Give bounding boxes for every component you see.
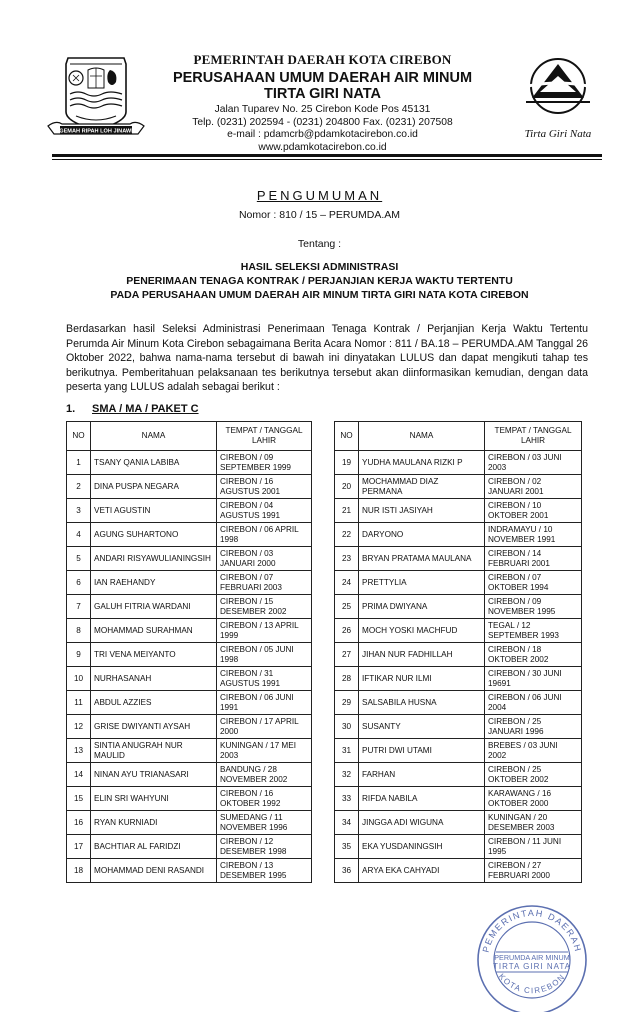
results-table-left — [66, 421, 312, 883]
row-birth: CIREBON / 17 APRIL 2000 — [217, 715, 312, 739]
row-number: 36 — [335, 859, 359, 883]
table-row — [67, 451, 312, 475]
row-number: 4 — [67, 523, 91, 547]
row-birth: CIREBON / 16 OKTOBER 1992 — [217, 787, 312, 811]
row-number: 14 — [67, 763, 91, 787]
row-birth: CIREBON / 25 JANUARI 1996 — [485, 715, 582, 739]
table-row — [67, 859, 312, 883]
table-row — [335, 643, 582, 667]
row-name: GALUH FITRIA WARDANI — [91, 595, 217, 619]
announcement-heading-1: HASIL SELEKSI ADMINISTRASI — [240, 261, 399, 273]
table-row — [67, 499, 312, 523]
row-number: 31 — [335, 739, 359, 763]
row-name: PUTRI DWI UTAMI — [359, 739, 485, 763]
header-ttl: TEMPAT / TANGGAL LAHIR — [217, 422, 312, 451]
table-row — [335, 811, 582, 835]
row-number: 16 — [67, 811, 91, 835]
header-ttl: TEMPAT / TANGGAL LAHIR — [485, 422, 582, 451]
table-row — [335, 619, 582, 643]
row-number: 5 — [67, 547, 91, 571]
announcement-heading-2: PENERIMAAN TENAGA KONTRAK / PERJANJIAN KERJA WAKTU TERTENTU — [126, 275, 513, 287]
company-name-line2: TIRTA GIRI NATA — [263, 86, 382, 102]
row-number: 18 — [67, 859, 91, 883]
row-number: 20 — [335, 475, 359, 499]
row-birth: CIREBON / 12 DESEMBER 1998 — [217, 835, 312, 859]
row-name: RYAN KURNIADI — [91, 811, 217, 835]
row-number: 29 — [335, 691, 359, 715]
row-name: SINTIA ANUGRAH NUR MAULID — [91, 739, 217, 763]
row-name: SALSABILA HUSNA — [359, 691, 485, 715]
row-number: 33 — [335, 787, 359, 811]
table-row — [335, 547, 582, 571]
company-logo — [518, 56, 598, 146]
table-row — [67, 763, 312, 787]
city-crest-logo — [46, 54, 146, 146]
row-birth: CIREBON / 10 OKTOBER 2001 — [485, 499, 582, 523]
results-table-right — [334, 421, 582, 883]
row-birth: INDRAMAYU / 10 NOVEMBER 1991 — [485, 523, 582, 547]
row-number: 32 — [335, 763, 359, 787]
phone: Telp. (0231) 202594 - (0231) 204800 Fax. (0231) 207508 — [192, 116, 453, 128]
row-name: PRIMA DWIYANA — [359, 595, 485, 619]
announcement-heading-3: PADA PERUSAHAAN UMUM DAERAH AIR MINUM TIRTA GIRI NATA KOTA CIREBON — [110, 289, 529, 301]
row-birth: CIREBON / 04 AGUSTUS 1991 — [217, 499, 312, 523]
table-row — [335, 739, 582, 763]
row-name: MOHAMMAD SURAHMAN — [91, 619, 217, 643]
header-nama: NAMA — [359, 422, 485, 451]
row-number: 12 — [67, 715, 91, 739]
row-number: 21 — [335, 499, 359, 523]
table-row — [67, 475, 312, 499]
logo-caption: Tirta Giri Nata — [524, 128, 592, 140]
row-number: 7 — [67, 595, 91, 619]
row-birth: CIREBON / 18 OKTOBER 2002 — [485, 643, 582, 667]
row-name: GRISE DWIYANTI AYSAH — [91, 715, 217, 739]
row-birth: CIREBON / 07 FEBRUARI 2003 — [217, 571, 312, 595]
row-number: 8 — [67, 619, 91, 643]
header-divider-thin — [52, 159, 602, 160]
svg-text:KOTA CIREBON — [497, 972, 567, 995]
row-birth: CIREBON / 03 JUNI 2003 — [485, 451, 582, 475]
table-row — [335, 523, 582, 547]
table-row — [67, 571, 312, 595]
row-birth: CIREBON / 13 APRIL 1999 — [217, 619, 312, 643]
row-name: MOCHAMMAD DIAZ PERMANA — [359, 475, 485, 499]
row-name: NINAN AYU TRIANASARI — [91, 763, 217, 787]
table-row — [335, 475, 582, 499]
row-birth: KUNINGAN / 17 MEI 2003 — [217, 739, 312, 763]
announcement-title: PENGUMUMAN — [256, 188, 383, 203]
row-name: MOHAMMAD DENI RASANDI — [91, 859, 217, 883]
row-number: 9 — [67, 643, 91, 667]
row-name: TSANY QANIA LABIBA — [91, 451, 217, 475]
row-birth: CIREBON / 05 JUNI 1998 — [217, 643, 312, 667]
row-name: ARYA EKA CAHYADI — [359, 859, 485, 883]
row-name: ANDARI RISYAWULIANINGSIH — [91, 547, 217, 571]
row-name: RIFDA NABILA — [359, 787, 485, 811]
gov-name: PEMERINTAH DAERAH KOTA CIREBON — [193, 52, 452, 67]
row-number: 35 — [335, 835, 359, 859]
row-name: BRYAN PRATAMA MAULANA — [359, 547, 485, 571]
table-row — [67, 523, 312, 547]
announcement-paragraph: Berdasarkan hasil Seleksi Administrasi Penerimaan Tenaga Kontrak / Perjanjian Kerja Waktu Tertentu Perumda Air Minum Kota Cirebon sebagaimana Berita Acara Nomor : 811 / BA.18 – PERUMDA.AM Tanggal 26 Oktober 2022, bahwa nama-nama tersebut di bawah ini dinyatakan LULUS dan dapat mengikuti tahap tes berikutnya. Pemberitahuan pelaksanaan tes berikutnya tersebut akan diinformasikan kemudian, dengan data peserta yang LULUS adalah sebagai berikut : — [66, 323, 588, 394]
row-birth: KUNINGAN / 20 DESEMBER 2003 — [485, 811, 582, 835]
row-name: NURHASANAH — [91, 667, 217, 691]
row-number: 17 — [67, 835, 91, 859]
row-birth: CIREBON / 03 JANUARI 2000 — [217, 547, 312, 571]
row-birth: CIREBON / 06 APRIL 1998 — [217, 523, 312, 547]
row-birth: CIREBON / 14 FEBRUARI 2001 — [485, 547, 582, 571]
table-header-row — [335, 422, 582, 451]
row-number: 2 — [67, 475, 91, 499]
row-name: EKA YUSDANINGSIH — [359, 835, 485, 859]
row-name: JIHAN NUR FADHILLAH — [359, 643, 485, 667]
row-birth: CIREBON / 13 DESEMBER 1995 — [217, 859, 312, 883]
table-row — [335, 835, 582, 859]
section-number: 1. — [66, 403, 76, 415]
stamp-outer-bottom: KOTA CIREBON — [496, 971, 568, 996]
row-birth: SUMEDANG / 11 NOVEMBER 1996 — [217, 811, 312, 835]
row-birth: CIREBON / 30 JUNI 19691 — [485, 667, 582, 691]
announcement-about-label: Tentang : — [297, 238, 342, 250]
row-birth: CIREBON / 25 OKTOBER 2002 — [485, 763, 582, 787]
row-birth: CIREBON / 11 JUNI 1995 — [485, 835, 582, 859]
row-number: 30 — [335, 715, 359, 739]
stamp-inner-2: TIRTA GIRI NATA — [493, 962, 571, 971]
row-birth: CIREBON / 06 JUNI 2004 — [485, 691, 582, 715]
row-number: 19 — [335, 451, 359, 475]
row-birth: KARAWANG / 16 OKTOBER 2000 — [485, 787, 582, 811]
row-number: 34 — [335, 811, 359, 835]
row-name: DARYONO — [359, 523, 485, 547]
row-number: 25 — [335, 595, 359, 619]
table-row — [67, 619, 312, 643]
row-name: BACHTIAR AL FARIDZI — [91, 835, 217, 859]
row-name: IFTIKAR NUR ILMI — [359, 667, 485, 691]
row-name: JINGGA ADI WIGUNA — [359, 811, 485, 835]
row-birth: CIREBON / 27 FEBRUARI 2000 — [485, 859, 582, 883]
row-number: 28 — [335, 667, 359, 691]
section-heading — [66, 403, 199, 415]
table-row — [67, 811, 312, 835]
row-number: 24 — [335, 571, 359, 595]
row-birth: TEGAL / 12 SEPTEMBER 1993 — [485, 619, 582, 643]
row-birth: CIREBON / 07 OKTOBER 1994 — [485, 571, 582, 595]
header-no: NO — [335, 422, 359, 451]
row-name: NUR ISTI JASIYAH — [359, 499, 485, 523]
stamp-inner-1: PERUMDA AIR MINUM — [494, 953, 570, 962]
row-name: DINA PUSPA NEGARA — [91, 475, 217, 499]
row-birth: BREBES / 03 JUNI 2002 — [485, 739, 582, 763]
email: e-mail : pdamcrb@pdamkotacirebon.co.id — [227, 129, 418, 140]
row-birth: CIREBON / 09 NOVEMBER 1995 — [485, 595, 582, 619]
table-row — [67, 691, 312, 715]
table-row — [335, 595, 582, 619]
table-row — [335, 859, 582, 883]
row-number: 10 — [67, 667, 91, 691]
table-header-row — [67, 422, 312, 451]
row-birth: CIREBON / 15 DESEMBER 2002 — [217, 595, 312, 619]
row-number: 1 — [67, 451, 91, 475]
row-name: MOCH YOSKI MACHFUD — [359, 619, 485, 643]
row-birth: CIREBON / 06 JUNI 1991 — [217, 691, 312, 715]
table-row — [335, 763, 582, 787]
row-number: 26 — [335, 619, 359, 643]
row-name: ELIN SRI WAHYUNI — [91, 787, 217, 811]
table-row — [335, 715, 582, 739]
table-row — [335, 451, 582, 475]
row-number: 13 — [67, 739, 91, 763]
table-row — [335, 571, 582, 595]
table-row — [335, 499, 582, 523]
table-row — [67, 643, 312, 667]
row-number: 15 — [67, 787, 91, 811]
address: Jalan Tuparev No. 25 Cirebon Kode Pos 45131 — [214, 104, 431, 115]
header-nama: NAMA — [91, 422, 217, 451]
table-row — [67, 739, 312, 763]
row-number: 23 — [335, 547, 359, 571]
section-label: SMA / MA / PAKET C — [92, 403, 199, 415]
row-name: SUSANTY — [359, 715, 485, 739]
row-name: VETI AGUSTIN — [91, 499, 217, 523]
table-row — [335, 787, 582, 811]
row-number: 22 — [335, 523, 359, 547]
row-number: 27 — [335, 643, 359, 667]
table-row — [67, 547, 312, 571]
header-no: NO — [67, 422, 91, 451]
table-row — [335, 691, 582, 715]
header-divider-thick — [52, 154, 602, 157]
row-name: YUDHA MAULANA RIZKI P — [359, 451, 485, 475]
table-row — [67, 787, 312, 811]
row-number: 6 — [67, 571, 91, 595]
row-name: PRETTYLIA — [359, 571, 485, 595]
row-name: TRI VENA MEIYANTO — [91, 643, 217, 667]
row-number: 11 — [67, 691, 91, 715]
table-row — [67, 595, 312, 619]
table-row — [67, 667, 312, 691]
row-number: 3 — [67, 499, 91, 523]
announcement-number: Nomor : 810 / 15 – PERUMDA.AM — [238, 209, 401, 221]
official-stamp — [470, 902, 594, 1012]
table-row — [67, 715, 312, 739]
letterhead-text — [150, 52, 495, 154]
row-birth: CIREBON / 31 AGUSTUS 1991 — [217, 667, 312, 691]
table-row — [67, 835, 312, 859]
row-birth: CIREBON / 16 AGUSTUS 2001 — [217, 475, 312, 499]
row-birth: CIREBON / 09 SEPTEMBER 1999 — [217, 451, 312, 475]
crest-motto: GEMAH RIPAH LOH JINAWI — [59, 128, 133, 135]
website: www.pdamkotacirebon.co.id — [258, 141, 387, 153]
row-name: IAN RAEHANDY — [91, 571, 217, 595]
row-name: ABDUL AZZIES — [91, 691, 217, 715]
row-name: AGUNG SUHARTONO — [91, 523, 217, 547]
company-name-line1: PERUSAHAAN UMUM DAERAH AIR MINUM — [172, 70, 473, 86]
row-birth: BANDUNG / 28 NOVEMBER 2002 — [217, 763, 312, 787]
row-birth: CIREBON / 02 JANUARI 2001 — [485, 475, 582, 499]
table-row — [335, 667, 582, 691]
stamp-outer-top: PEMERINTAH DAERAH — [480, 907, 584, 954]
row-name: FARHAN — [359, 763, 485, 787]
